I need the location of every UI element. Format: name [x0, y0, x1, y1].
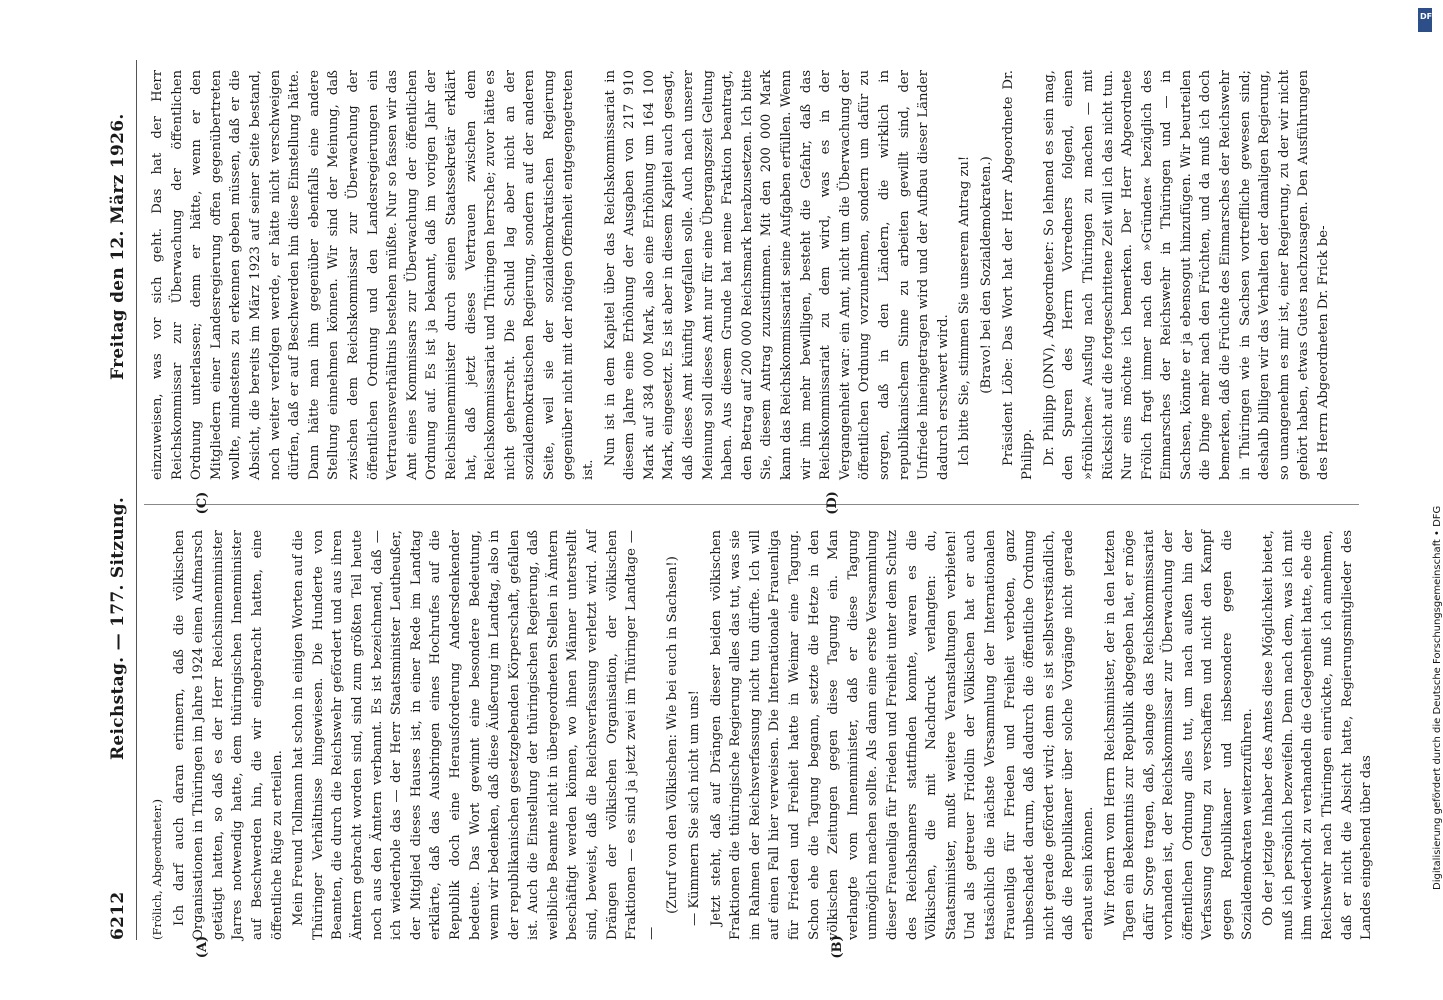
dfg-logo: DFG: [1418, 8, 1432, 32]
session-date: Freitag den 12. März 1926.: [108, 113, 128, 380]
paragraph: Ich bitte Sie, stimmen Sie unserem Antrag zu!: [957, 155, 973, 466]
right-column: [148, 70, 1358, 480]
session-title: Reichstag. — 177. Sitzung.: [108, 496, 128, 760]
paragraph: Ich darf auch daran erinnern, daß die völkischen Organisationen in Thüringen im Jahre 1924 einen Aufmarsch getätigt hatten, so daß es der Herr Reichsinnenminister Jarres notwendig hatte, dem thüringischen Innenminister auf Beschwerden hin, die wir eingebracht hatten, eine öffentliche Rüge zu erteilen.: [171, 530, 285, 940]
paragraph: Jetzt steht, daß auf Drängen dieser beiden völkischen Fraktionen die thüringische Regierung alles das tut, was sie im Rahmen der Reichsverfassung nicht tun dürfte. Ich will auf einen Fall hier verweisen. Die Internationale Frauenliga für Frieden und Freiheit hatte in Weimar eine Tagung. Schon ehe die Tagung begann, setzte die Hetze in den völkischen Zeitungen gegen diese Tagung ein. Man verlangte vom Innenminister, daß er diese Tagung unmöglich machen sollte. Als dann eine erste Versammlung dieser Frauenliga für Frieden und Freiheit unter dem Schutz des Reichsbanners stattfinden konnte, waren es die Völkischen, die mit Nachdruck verlangten: du, Staatsminister, mußt weitere Veranstaltungen verbieten! Und als getreuer Fridolin der Völkischen hat er auch tatsächlich die nächste Versammlung der Internationalen Frauenliga für Frieden und Freiheit verboten, ganz unbeschadet darum, daß dadurch die öffentliche Ordnung nicht gerade gefördert wird; denn es ist selbstverständlich, daß die Republikaner über solche Vorgänge nicht gerade erbaut sein können.: [708, 530, 1096, 940]
speaker-line: (Frölich, Abgeordneter.): [150, 798, 164, 940]
credit-text: Digitalisierung gefördert durch die Deutsche Forschungsgemeinschaft • DFG: [1432, 505, 1443, 890]
page-header: [100, 60, 136, 940]
paragraph: — Kümmern Sie sich nicht um uns!: [687, 690, 703, 926]
paragraph: Nun ist in dem Kapitel über das Reichskommissariat in diesem Jahre eine Erhöhung der Ausgaben von 217 910 Mark auf 384 000 Mark, also eine Erhöhung um 164 100 Mark, eingesetzt. Es ist aber in diesem Kapitel auch gesagt, daß dieses Amt künftig wegfallen solle. Auch nach unserer Meinung soll dieses Amt nur für eine Übergangszeit Geltung haben. Aus diesem Grunde hat meine Fraktion beantragt, den Betrag auf 200 000 Reichsmark herabzusetzen. Ich bitte Sie, diesem Antrag zuzustimmen. Mit den 200 000 Mark kann das Reichskommissariat seine Aufgaben erfüllen. Wenn wir ihm mehr bewilligen, besteht die Gefahr, daß das Reichskommissariat zu dem wird, was es in der Vergangenheit war: ein Amt, nicht um die Überwachung der öffentlichen Ordnung vorzunehmen, sondern um dafür zu sorgen, daß in den Ländern, die wirklich in republikanischem Sinne zu arbeiten gewillt sind, der Unfriede hineingetragen wird und der Aufbau dieser Länder dadurch erschwert wird.: [602, 70, 951, 480]
left-column: [148, 530, 1375, 940]
interjection: (Zuruf von den Völkischen: Wie bei euch in Sachsen!): [665, 556, 681, 914]
margin-marker-d: (D): [825, 491, 840, 515]
margin-marker-b: (B): [830, 935, 845, 959]
margin-marker-a: (A): [195, 935, 210, 959]
paragraph: Wir fordern vom Herrn Reichsminister, der in den letzten Tagen ein Bekenntnis zur Republik abgegeben hat, er möge dafür Sorge tragen, daß, solange das Reichskommissariat vorhanden ist, der Reichskommissar zur Überwachung der öffentlichen Ordnung alles tut, um nach außen hin der Verfassung Geltung zu verschaffen und nicht den Kampf gegen Republikaner und insbesondere gegen die Sozialdemokraten weiterzuführen.: [1102, 530, 1255, 940]
paragraph: Mein Freund Tollmann hat schon in einigen Worten auf die Thüringer Verhältnisse hingewiesen. Die Hunderte von Beamten, die durch die Reichswehr gefördert und aus ihren Ämtern gebracht worden sind, sind zum größten Teil heute noch aus den Ämtern verbannt. Es ist bezeichnend, daß — ich wiederhole das — der Herr Staatsminister Leutheußer, der Mitglied dieses Hauses ist, in einer Rede im Landtag erklärte, daß das Ausbringen eines Hochrufes auf die Republik doch eine Herausforderung Andersdenkender bedeute. Das Wort gewinnt eine besondere Bedeutung, wenn wir bedenken, daß diese Äußerung im Landtag, also in der republikanischen gesetzgebenden Körperschaft, gefallen ist. Auch die Einstellung der thüringischen Regierung, daß weibliche Beamte nicht in übergeordneten Stellen in Ämtern beschäftigt werden können, wo ihnen Männer unterstellt sind, beweist, daß die Reichsverfassung verletzt wird. Auf Drängen der völkischen Organisation, der völkischen Fraktionen — es sind ja jetzt zwei im Thüringer Landtage — —: [291, 530, 659, 940]
interjection: (Bravo! bei den Sozialdemokraten.): [978, 156, 994, 394]
margin-marker-c: (C): [195, 491, 210, 515]
paragraph: Präsident Löbe: Das Wort hat der Herr Abgeordnete Dr. Philipp.: [1000, 70, 1036, 480]
column-divider: [144, 504, 1359, 505]
paragraph: Dr. Philipp (DNV), Abgeordneter: So lehnend es sein mag, den Spuren des Herrn Vorredners folgend, einen »fröhlichen« Ausflug nach Thüringen zu machen — mit Rücksicht auf die fortgeschrittene Zeit will ich das nicht tun. Nur eins möchte ich bemerken. Der Herr Abgeordnete Frölich fragt immer nach den »Gründen« bezüglich des Einmarsches der Reichswehr in Thüringen und — in Sachsen, könnte er ja ebensogut hinzufügen. Wir beurteilen die Dinge mehr nach den Früchten, und da muß ich doch bemerken, daß die Früchte des Einmarsches der Reichswehr in Thüringen wie in Sachsen vortreffliche gewesen sind; deshalb billigen wir das Verhalten der damaligen Regierung, so unangenehm es mir ist, einer Regierung, zu der wir nicht gehört haben, etwas Gutes nachzusagen. Den Ausführungen des Herrn Abgeordneten Dr. Frick be-: [1041, 70, 1332, 480]
digitization-credit: [1414, 30, 1443, 930]
rotated-newspaper-page: [100, 60, 1375, 959]
header-rule: [136, 60, 137, 940]
page-number: 6212: [108, 891, 128, 940]
paragraph: Ob der jetzige Inhaber des Amtes diese Möglichkeit bietet, muß ich persönlich bezweifeln. Denn nach dem, was ich mit ihm wiederholt zu verhandeln die Gelegenheit hatte, ehe die Reichswehr nach Thüringen einrückte, muß ich annehmen, daß er nicht die Absicht hatte, Regierungsmitglieder des Landes eingehend über das: [1261, 530, 1375, 940]
paragraph: einzuweisen, was vor sich geht. Das hat der Herr Reichskommissar zur Überwachung der öffentlichen Ordnung unterlassen; denn er hätte, wenn er den Mitgliedern einer Landesregierung offen gegenübertreten wollte, mindestens zu erkennen geben müssen, daß er die Absicht, die bereits im März 1923 auf seiner Seite bestand, noch weiter verfolgen werde, er hätte nicht verschweigen dürfen, daß er auf Beschwerden hin diese Einstellung hätte. Dann hätte man ihm gegenüber ebenfalls eine andere Stellung einnehmen können. Wir sind der Meinung, daß zwischen dem Reichskommissar zur Überwachung der öffentlichen Ordnung und den Landesregierungen ein Vertrauensverhältnis bestehen müßte. Nur so fassen wir das Amt eines Kommissars zur Überwachung der öffentlichen Ordnung auf. Es ist ja bekannt, daß im vorigen Jahr der Reichsinnenminister durch seinen Staatssekretär erklärt hat, daß jetzt dieses Vertrauen zwischen dem Reichskommissariat und Thüringen herrsche; zuvor hätte es nicht geherrscht. Die Schuld lag aber nicht an der sozialdemokratischen Regierung, sondern auf der anderen Seite, weil sie der sozialdemokratischen Regierung gegenüber nicht mit der nötigen Offenheit entgegengetreten ist.: [150, 70, 597, 480]
